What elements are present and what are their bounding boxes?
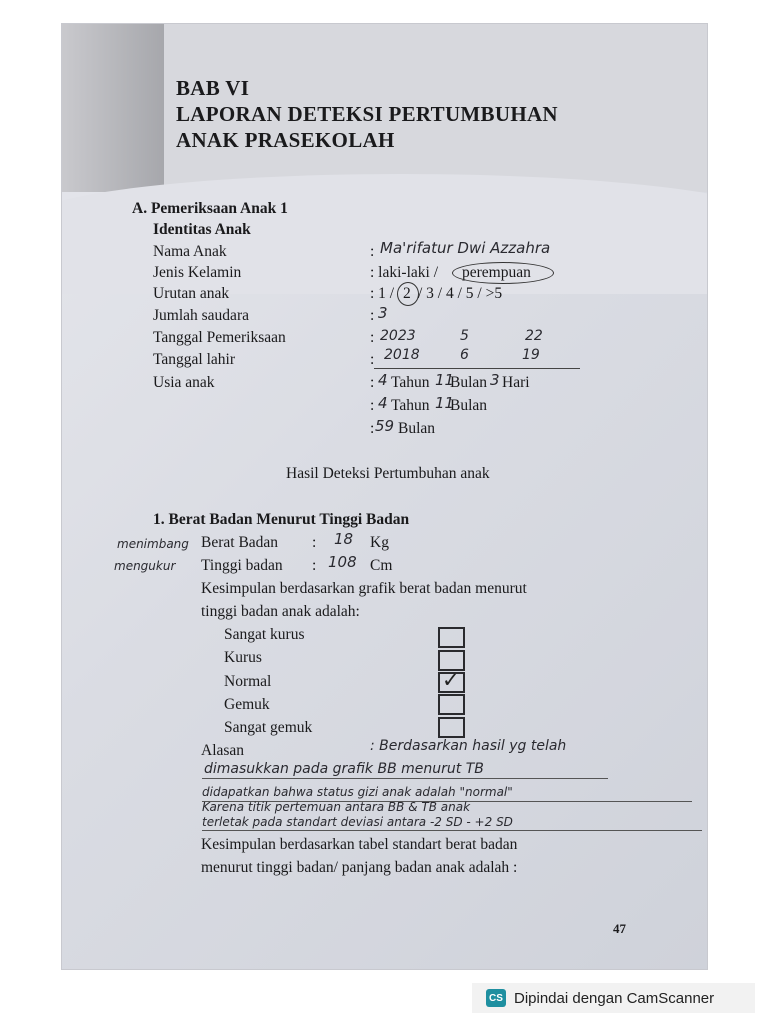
- tanggal-pemeriksaan-month: 5: [460, 328, 469, 344]
- kesimpulan-tabel-line1: Kesimpulan berdasarkan tabel standart berat badan: [201, 836, 518, 853]
- berat-badan-label: Berat Badan: [201, 534, 279, 551]
- tinggi-badan-value: 108: [328, 553, 357, 571]
- jenis-kelamin-options: : laki-laki /: [370, 264, 439, 281]
- option-kurus-label: Kurus: [224, 649, 262, 666]
- urutan-circle: [397, 282, 419, 306]
- tanggal-lahir-year: 2018: [384, 347, 420, 363]
- item1-title: 1. Berat Badan Menurut Tinggi Badan: [153, 511, 410, 528]
- urutan-suffix: / 3 / 4 / 5 / >5: [418, 285, 503, 302]
- option-gemuk-label: Gemuk: [224, 696, 270, 713]
- tanggal-pemeriksaan-year: 2023: [380, 328, 416, 344]
- jumlah-saudara-value: 3: [378, 304, 388, 322]
- usia-line3-bulan: Bulan: [398, 420, 436, 437]
- scanned-page: [62, 24, 707, 969]
- jenis-kelamin-selected: perempuan: [462, 264, 531, 281]
- camscanner-text: Dipindai dengan CamScanner: [514, 989, 715, 1007]
- jumlah-saudara-label: Jumlah saudara: [153, 307, 249, 324]
- usia-label: Usia anak: [153, 374, 215, 391]
- usia-line1-days: 3: [490, 371, 500, 389]
- alasan-line2: dimasukkan pada grafik BB menurut TB: [204, 761, 484, 777]
- option-sangat-kurus-label: Sangat kurus: [224, 626, 305, 643]
- alasan-underline-1: [202, 778, 608, 779]
- berat-badan-value: 18: [334, 530, 354, 548]
- usia-line1-bulan: Bulan: [450, 374, 488, 391]
- tanggal-pemeriksaan-colon: :: [370, 329, 375, 346]
- tinggi-badan-unit: Cm: [370, 557, 393, 574]
- chapter-title-line2: ANAK PRASEKOLAH: [176, 128, 395, 152]
- kesimpulan-grafik-line1: Kesimpulan berdasarkan grafik berat badan menurut: [201, 580, 527, 597]
- alasan-line1: : Berdasarkan hasil yg telah: [370, 738, 567, 754]
- usia-colon-2: :: [370, 397, 375, 414]
- option-sangat-kurus-checkbox[interactable]: [438, 627, 465, 648]
- tinggi-badan-label: Tinggi badan: [201, 557, 283, 574]
- tinggi-badan-colon: :: [312, 557, 317, 574]
- usia-line2-tahun: Tahun: [391, 397, 430, 414]
- usia-line2-years: 4: [378, 394, 388, 412]
- alasan-line4: Karena titik pertemuan antara BB & TB anak: [202, 800, 471, 814]
- urutan-selected: 2: [403, 285, 411, 302]
- usia-line1-years: 4: [378, 371, 388, 389]
- alasan-label: Alasan: [201, 742, 245, 759]
- option-sangat-gemuk-label: Sangat gemuk: [224, 719, 313, 736]
- tanggal-lahir-month: 6: [460, 347, 469, 363]
- usia-colon-3: :: [370, 420, 375, 437]
- alasan-line3: didapatkan bahwa status gizi anak adalah "normal": [202, 785, 513, 799]
- nama-colon: :: [370, 243, 375, 260]
- nama-label: Nama Anak: [153, 243, 227, 260]
- alasan-line5: terletak pada standart deviasi antara -2 SD - +2 SD: [202, 815, 513, 829]
- option-sangat-gemuk-checkbox[interactable]: [438, 717, 465, 738]
- usia-line1-months: 11: [435, 371, 455, 389]
- note-menimbang: menimbang: [117, 537, 189, 551]
- berat-badan-colon: :: [312, 534, 317, 551]
- page-number: 47: [613, 921, 626, 936]
- kesimpulan-tabel-line2: menurut tinggi badan/ panjang badan anak adalah :: [201, 859, 518, 876]
- jenis-kelamin-circle: [452, 262, 554, 284]
- berat-badan-unit: Kg: [370, 534, 389, 551]
- usia-line1-hari: Hari: [502, 374, 530, 391]
- tanggal-lahir-day: 19: [522, 347, 540, 363]
- jumlah-saudara-colon: :: [370, 307, 375, 324]
- usia-line3-months: 59: [375, 417, 395, 435]
- note-mengukur: mengukur: [114, 559, 176, 573]
- kesimpulan-grafik-line2: tinggi badan anak adalah:: [201, 603, 360, 620]
- chapter-number: BAB VI: [176, 76, 250, 100]
- option-normal-label: Normal: [224, 673, 272, 690]
- hasil-deteksi-title: Hasil Deteksi Pertumbuhan anak: [286, 465, 490, 482]
- option-gemuk-checkbox[interactable]: [438, 694, 465, 715]
- urutan-label: Urutan anak: [153, 285, 230, 302]
- tanggal-lahir-colon: :: [370, 351, 375, 368]
- usia-line2-bulan: Bulan: [450, 397, 488, 414]
- camscanner-footer: [472, 983, 755, 1013]
- tanggal-lahir-underline: [374, 368, 580, 369]
- usia-colon-1: :: [370, 374, 375, 391]
- option-normal-checkbox[interactable]: [438, 668, 465, 693]
- tanggal-pemeriksaan-day: 22: [525, 328, 543, 344]
- section-a-subtitle: Identitas Anak: [153, 221, 251, 238]
- jenis-kelamin-label: Jenis Kelamin: [153, 264, 242, 281]
- camscanner-logo-icon: CS: [486, 989, 506, 1007]
- nama-value: Ma'rifatur Dwi Azzahra: [380, 239, 551, 257]
- section-a-title: A. Pemeriksaan Anak 1: [132, 200, 288, 217]
- tanggal-lahir-label: Tanggal lahir: [153, 351, 235, 368]
- usia-line2-months: 11: [435, 394, 455, 412]
- tanggal-pemeriksaan-label: Tanggal Pemeriksaan: [153, 329, 286, 346]
- alasan-underline-3: [202, 830, 702, 831]
- urutan-prefix: : 1 /: [370, 285, 395, 302]
- chapter-title-line1: LAPORAN DETEKSI PERTUMBUHAN: [176, 102, 558, 126]
- check-mark-icon: ✓: [442, 668, 460, 692]
- usia-line1-tahun: Tahun: [391, 374, 430, 391]
